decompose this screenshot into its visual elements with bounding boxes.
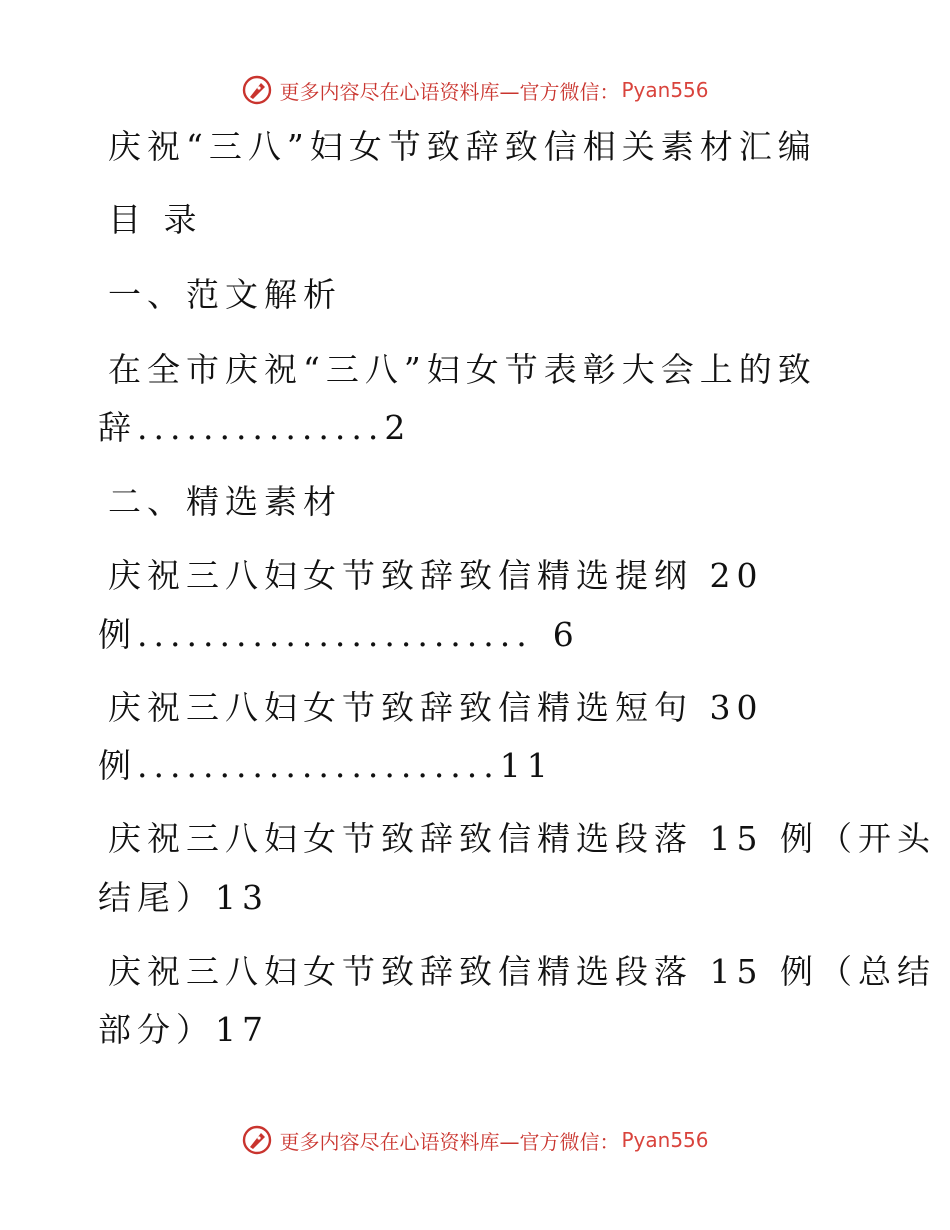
toc-page-number: 2 — [384, 408, 412, 447]
toc-page-number: 17 — [215, 1010, 269, 1049]
pen-nib-circle-icon — [241, 74, 273, 106]
toc-page-number: 6 — [552, 615, 580, 654]
banner-wechat-id: Pyan556 — [621, 78, 709, 102]
toc-leader-dots: ........................ — [137, 615, 533, 654]
toc-entry-title[interactable]: 在全市庆祝“三八”妇女节表彰大会上的致 — [108, 350, 817, 389]
toc-entry-continuation[interactable] — [98, 1010, 269, 1050]
banner-text: 更多内容尽在心语资料库—官方微信： — [279, 1129, 620, 1154]
toc-entry-tail: 结尾） — [98, 878, 215, 917]
toc-page-number: 11 — [499, 746, 554, 785]
toc-entry-title[interactable]: 庆祝三八妇女节致辞致信精选段落 15 例（总结 — [108, 952, 936, 991]
banner-text: 更多内容尽在心语资料库—官方微信： — [279, 79, 620, 104]
toc-entry-title[interactable]: 庆祝三八妇女节致辞致信精选提纲 20 — [108, 556, 764, 595]
toc-entry-tail: 例 — [98, 615, 137, 654]
toc-entry-continuation[interactable] — [98, 878, 269, 918]
section-heading: 二、精选素材 — [108, 482, 342, 521]
toc-entry-continuation[interactable] — [98, 615, 580, 655]
toc-leader-dots: ............... — [137, 408, 385, 447]
section-heading: 一、范文解析 — [108, 275, 342, 314]
toc-entry-title[interactable]: 庆祝三八妇女节致辞致信精选段落 15 例（开头 — [108, 819, 936, 858]
toc-entry-tail: 部分） — [98, 1010, 215, 1049]
toc-entry-tail: 例 — [98, 746, 137, 785]
banner-wechat-id: Pyan556 — [621, 1128, 709, 1152]
footer-banner — [0, 1120, 950, 1160]
header-banner — [0, 70, 950, 110]
toc-leader-dots: ...................... — [137, 746, 500, 785]
toc-entry-continuation[interactable] — [98, 408, 411, 448]
toc-entry-title[interactable]: 庆祝三八妇女节致辞致信精选短句 30 — [108, 688, 764, 727]
pen-nib-circle-icon — [241, 1124, 273, 1156]
document-title: 庆祝“三八”妇女节致辞致信相关素材汇编 — [108, 127, 817, 166]
toc-heading: 目 录 — [108, 200, 203, 239]
toc-entry-continuation[interactable] — [98, 746, 554, 786]
toc-page-number: 13 — [215, 878, 269, 917]
toc-entry-tail: 辞 — [98, 408, 137, 447]
